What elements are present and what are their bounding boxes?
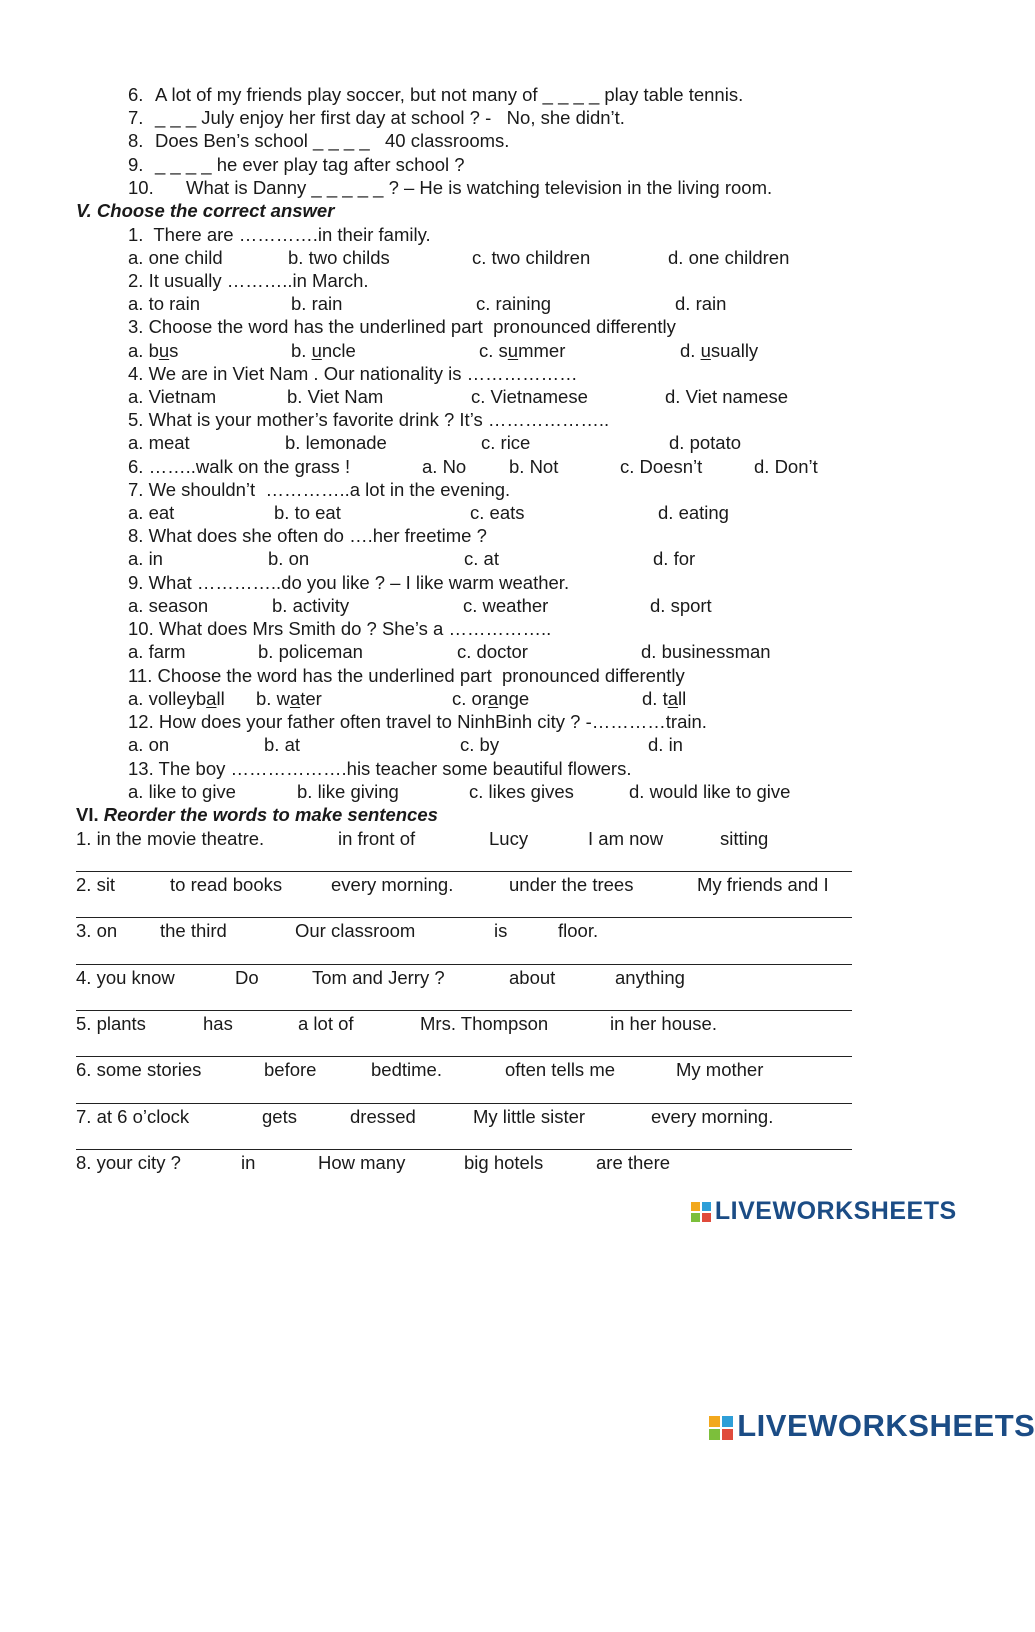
question-5-12: 12. How does your father often travel to NinhBinh city ? -…………train.: [128, 711, 707, 732]
question-5-9: 9. What …………..do you like ? – I like warm weather.: [128, 572, 570, 593]
option-5-6-d: d. Don’t: [754, 456, 818, 477]
option-5-12-d: d. in: [648, 734, 683, 755]
answer-line-6[interactable]: [76, 1103, 852, 1104]
reorder-5-chunk-1: 5. plants: [76, 1013, 146, 1034]
option-5-12-b: b. at: [264, 734, 300, 755]
question-5-6: 6. ……..walk on the grass !: [128, 456, 351, 477]
question-4-10-number: 10.: [128, 177, 154, 198]
option-5-10-c: c. doctor: [457, 641, 528, 662]
reorder-5-chunk-3: a lot of: [298, 1013, 354, 1034]
option-5-7-d: d. eating: [658, 502, 729, 523]
answer-line-1[interactable]: [76, 871, 852, 872]
option-5-4-b: b. Viet Nam: [287, 386, 384, 407]
option-5-7-b: b. to eat: [274, 502, 341, 523]
option-5-11-c: c. orange: [452, 688, 530, 709]
reorder-6-chunk-3: bedtime.: [371, 1059, 442, 1080]
reorder-6-chunk-5: My mother: [676, 1059, 764, 1080]
question-5-8: 8. What does she often do ….her freetime ?: [128, 525, 487, 546]
option-5-2-c: c. raining: [476, 293, 552, 314]
reorder-6-chunk-4: often tells me: [505, 1059, 616, 1080]
option-5-11-b: b. water: [256, 688, 322, 709]
option-5-5-d: d. potato: [669, 432, 742, 453]
question-5-11: 11. Choose the word has the underlined part pronounced differently: [128, 665, 685, 686]
question-4-8-number: 8.: [128, 130, 144, 151]
reorder-6-chunk-2: before: [264, 1059, 317, 1080]
reorder-4-chunk-5: anything: [615, 967, 685, 988]
question-5-2: 2. It usually ………..in March.: [128, 270, 369, 291]
option-5-6-c: c. Doesn’t: [620, 456, 703, 477]
option-5-9-d: d. sport: [650, 595, 712, 616]
option-5-12-a: a. on: [128, 734, 170, 755]
option-5-8-d: d. for: [653, 548, 696, 569]
question-4-10-text: What is Danny _ _ _ _ _ ? – He is watching television in the living room.: [186, 177, 773, 198]
reorder-6-chunk-1: 6. some stories: [76, 1059, 202, 1080]
reorder-2-chunk-1: 2. sit: [76, 874, 116, 895]
question-5-7: 7. We shouldn’t …………..a lot in the evening.: [128, 479, 511, 500]
reorder-7-chunk-3: dressed: [350, 1106, 416, 1127]
reorder-5-chunk-5: in her house.: [610, 1013, 717, 1034]
reorder-1-chunk-5: sitting: [720, 828, 769, 849]
reorder-7-chunk-4: My little sister: [473, 1106, 586, 1127]
reorder-1-chunk-3: Lucy: [489, 828, 529, 849]
option-5-8-b: b. on: [268, 548, 310, 569]
option-5-5-b: b. lemonade: [285, 432, 387, 453]
reorder-8-chunk-1: 8. your city ?: [76, 1152, 181, 1173]
option-5-3-d: d. usually: [680, 340, 759, 361]
reorder-2-chunk-2: to read books: [170, 874, 283, 895]
answer-line-3[interactable]: [76, 964, 852, 965]
reorder-2-chunk-4: under the trees: [509, 874, 634, 895]
option-5-9-b: b. activity: [272, 595, 350, 616]
option-5-1-a: a. one child: [128, 247, 223, 268]
section-6-heading: VI. Reorder the words to make sentences: [76, 804, 438, 825]
option-5-6-b: b. Not: [509, 456, 559, 477]
option-5-1-c: c. two children: [472, 247, 591, 268]
option-5-12-c: c. by: [460, 734, 500, 755]
reorder-3-chunk-2: the third: [160, 920, 227, 941]
question-5-4: 4. We are in Viet Nam . Our nationality is ………………: [128, 363, 578, 384]
reorder-2-chunk-5: My friends and I: [697, 874, 829, 895]
reorder-1-chunk-2: in front of: [338, 828, 416, 849]
option-5-10-a: a. farm: [128, 641, 186, 662]
answer-line-5[interactable]: [76, 1056, 852, 1057]
option-5-9-a: a. season: [128, 595, 209, 616]
option-5-11-d: d. tall: [642, 688, 687, 709]
question-4-6-text: A lot of my friends play soccer, but not many of _ _ _ _ play table tennis.: [155, 84, 744, 105]
reorder-4-chunk-4: about: [509, 967, 556, 988]
reorder-8-chunk-3: How many: [318, 1152, 406, 1173]
option-5-4-c: c. Vietnamese: [471, 386, 588, 407]
option-5-8-a: a. in: [128, 548, 163, 569]
option-5-4-a: a. Vietnam: [128, 386, 217, 407]
option-5-9-c: c. weather: [463, 595, 549, 616]
reorder-3-chunk-3: Our classroom: [295, 920, 416, 941]
reorder-3-chunk-5: floor.: [558, 920, 599, 941]
option-5-2-a: a. to rain: [128, 293, 200, 314]
option-5-6-a: a. No: [422, 456, 467, 477]
reorder-7-chunk-1: 7. at 6 o’clock: [76, 1106, 190, 1127]
liveworksheets-badge-icon: [691, 1202, 711, 1222]
reorder-4-chunk-2: Do: [235, 967, 259, 988]
option-5-2-d: d. rain: [675, 293, 727, 314]
question-4-7-text: _ _ _ July enjoy her first day at school ? - No, she didn’t.: [155, 107, 625, 128]
option-5-1-d: d. one children: [668, 247, 790, 268]
option-5-4-d: d. Viet namese: [665, 386, 789, 407]
question-5-1: 1. There are ………….in their family.: [128, 224, 431, 245]
reorder-5-chunk-4: Mrs. Thompson: [420, 1013, 549, 1034]
reorder-4-chunk-3: Tom and Jerry ?: [312, 967, 445, 988]
question-4-7-number: 7.: [128, 107, 144, 128]
answer-line-7[interactable]: [76, 1149, 852, 1150]
option-5-3-c: c. summer: [479, 340, 566, 361]
option-5-3-b: b. uncle: [291, 340, 356, 361]
reorder-8-chunk-5: are there: [596, 1152, 671, 1173]
option-5-13-b: b. like giving: [297, 781, 399, 802]
option-5-7-c: c. eats: [470, 502, 525, 523]
option-5-10-b: b. policeman: [258, 641, 363, 662]
liveworksheets-badge-icon: [709, 1416, 733, 1440]
reorder-3-chunk-1: 3. on: [76, 920, 118, 941]
reorder-4-chunk-1: 4. you know: [76, 967, 175, 988]
reorder-1-chunk-1: 1. in the movie theatre.: [76, 828, 265, 849]
reorder-1-chunk-4: I am now: [588, 828, 664, 849]
option-5-13-c: c. likes gives: [469, 781, 574, 802]
question-4-6-number: 6.: [128, 84, 144, 105]
option-5-2-b: b. rain: [291, 293, 343, 314]
reorder-3-chunk-4: is: [494, 920, 508, 941]
section-5-heading: V. Choose the correct answer: [76, 200, 335, 221]
question-5-10: 10. What does Mrs Smith do ? She’s a ……………..: [128, 618, 552, 639]
question-5-13: 13. The boy ……………….his teacher some beautiful flowers.: [128, 758, 632, 779]
answer-line-2[interactable]: [76, 917, 852, 918]
option-5-13-a: a. like to give: [128, 781, 236, 802]
option-5-5-c: c. rice: [481, 432, 531, 453]
reorder-7-chunk-2: gets: [262, 1106, 297, 1127]
option-5-5-a: a. meat: [128, 432, 190, 453]
question-4-9-number: 9.: [128, 154, 144, 175]
reorder-7-chunk-5: every morning.: [651, 1106, 774, 1127]
option-5-13-d: d. would like to give: [629, 781, 791, 802]
question-4-8-text: Does Ben’s school _ _ _ _ 40 classrooms.: [155, 130, 510, 151]
question-4-9-text: _ _ _ _ he ever play tag after school ?: [155, 154, 465, 175]
reorder-8-chunk-2: in: [241, 1152, 256, 1173]
liveworksheets-logo-footer: LIVEWORKSHEETS: [691, 1372, 1035, 1444]
reorder-2-chunk-3: every morning.: [331, 874, 454, 895]
option-5-10-d: d. businessman: [641, 641, 771, 662]
answer-line-4[interactable]: [76, 1010, 852, 1011]
option-5-7-a: a. eat: [128, 502, 175, 523]
option-5-11-a: a. volleyball: [128, 688, 225, 709]
option-5-8-c: c. at: [464, 548, 499, 569]
question-5-5: 5. What is your mother’s favorite drink ? It’s ………………..: [128, 409, 610, 430]
reorder-8-chunk-4: big hotels: [464, 1152, 544, 1173]
reorder-5-chunk-2: has: [203, 1013, 233, 1034]
option-5-3-a: a. bus: [128, 340, 179, 361]
liveworksheets-logo-inline: LIVEWORKSHEETS: [676, 1168, 957, 1226]
question-5-3: 3. Choose the word has the underlined part pronounced differently: [128, 316, 676, 337]
option-5-1-b: b. two childs: [288, 247, 390, 268]
